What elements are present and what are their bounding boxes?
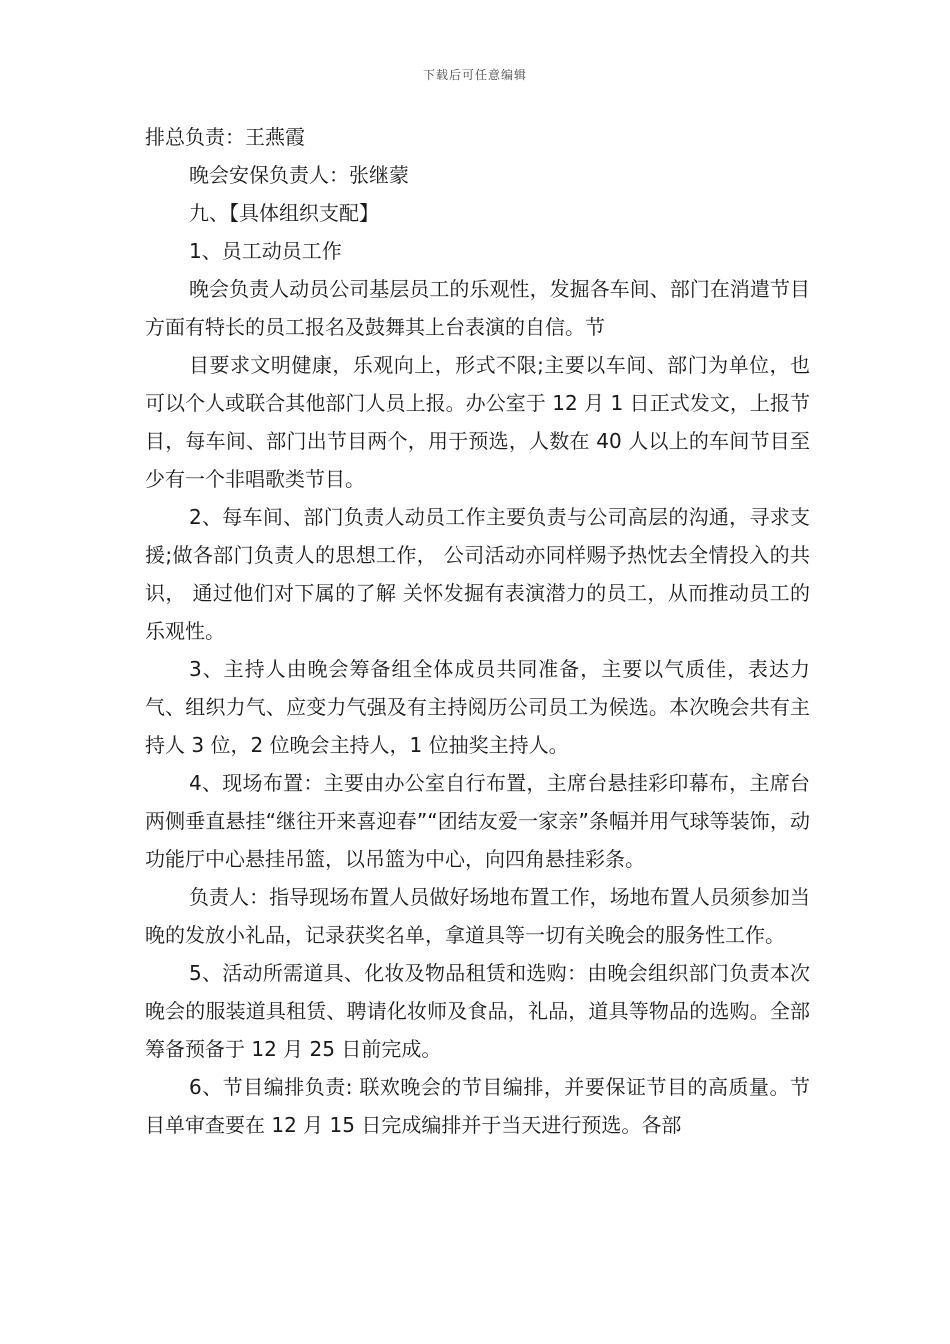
paragraph: 晚会负责人动员公司基层员工的乐观性，发掘各车间、部门在消遣节目方面有特长的员工报名及鼓舞其上台表演的自信。节 [145, 277, 810, 339]
paragraph: 排总负责：王燕霞 [145, 125, 305, 149]
paragraph: 5、活动所需道具、化妆及物品租赁和选购：由晚会组织部门负责本次晚会的服装道具租赁、聘请化妆师及食品，礼品，道具等物品的选购。全部筹备预备于 12 月 25 日前完成。 [145, 961, 810, 1061]
paragraph: 4、现场布置：主要由办公室自行布置，主席台悬挂彩印幕布，主席台两侧垂直悬挂“继往开来喜迎春”“团结友爱一家亲”条幅并用气球等装饰，动功能厅中心悬挂吊篮，以吊篮为中心，向四角悬挂彩条。 [145, 771, 810, 871]
paragraph: 九、【具体组织支配】 [189, 201, 379, 225]
paragraph: 晚会安保负责人：张继蒙 [189, 163, 409, 187]
paragraph: 1、员工动员工作 [189, 239, 342, 263]
paragraph: 3、主持人由晚会筹备组全体成员共同准备，主要以气质佳，表达力气、组织力气、应变力气强及有主持阅历公司员工为候选。本次晚会共有主持人 3 位，2 位晚会主持人，1 位抽奖主持人。 [145, 657, 810, 757]
document-body [145, 118, 810, 1144]
paragraph: 6、节目编排负责: 联欢晚会的节目编排，并要保证节目的高质量。节目单审查要在 12 月 15 日完成编排并于当天进行预选。各部 [145, 1075, 810, 1137]
paragraph: 目要求文明健康，乐观向上，形式不限;主要以车间、部门为单位，也可以个人或联合其他部门人员上报。办公室于 12 月 1 日正式发文，上报节目，每车间、部门出节目两个，用于预选，人数在 40 人以上的车间节目至少有一个非唱歌类节目。 [145, 353, 810, 491]
page-header: 下载后可任意编辑 [422, 68, 527, 82]
paragraph: 负责人：指导现场布置人员做好场地布置工作，场地布置人员须参加当晚的发放小礼品，记录获奖名单，拿道具等一切有关晚会的服务性工作。 [145, 885, 810, 947]
paragraph: 2、每车间、部门负责人动员工作主要负责与公司高层的沟通，寻求支援;做各部门负责人的思想工作， 公司活动亦同样赐予热忱去全情投入的共识， 通过他们对下属的了解 关怀发掘有表演潜力的员工，从而推动员工的乐观性。 [145, 505, 810, 643]
